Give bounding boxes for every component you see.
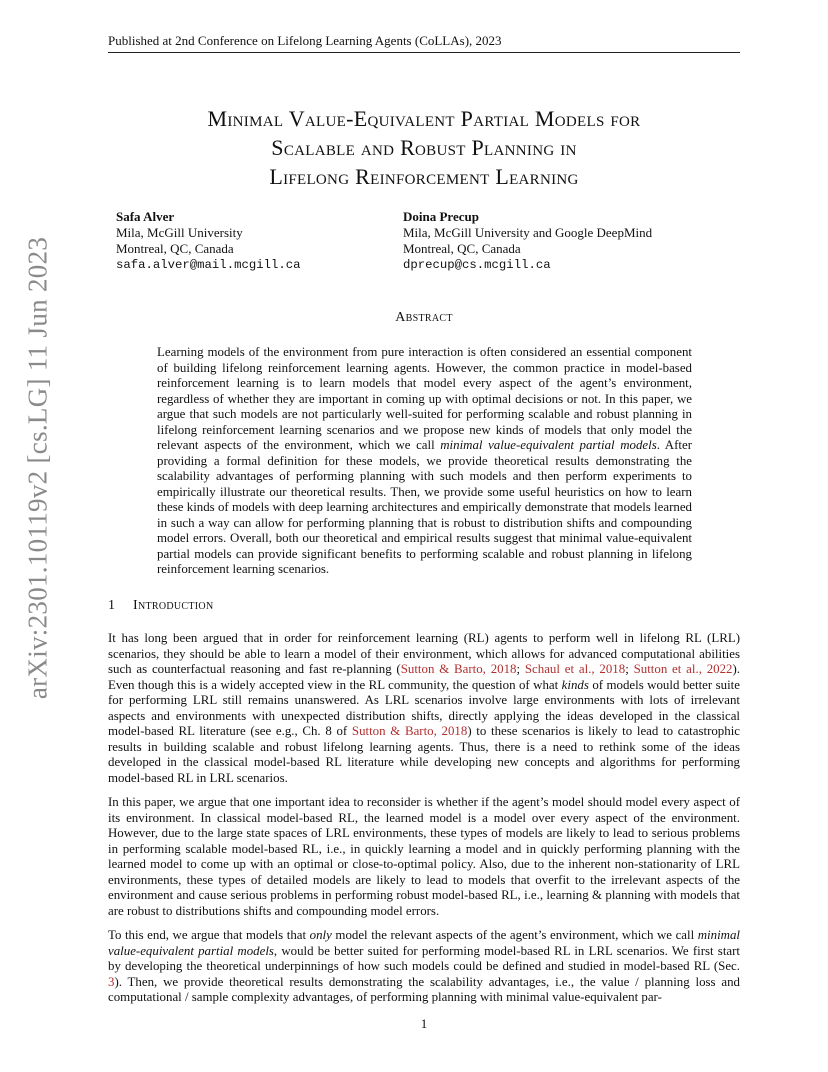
section-link[interactable]: 3 [108, 974, 115, 989]
author-affiliation: Mila, McGill University and Google DeepMind [403, 225, 653, 240]
author-block-2 [403, 209, 652, 273]
text-run: , would be better suited for performing model-based RL in LRL scenarios. We first start by developing the theoretical underpinnings of how such models could be defined and studied in model-based RL (Sec. [108, 943, 740, 973]
abstract-text [157, 345, 692, 578]
citation-link[interactable]: Sutton & Barto, 2018 [351, 724, 468, 738]
author-name: Safa Alver [116, 209, 175, 224]
paragraph [108, 928, 740, 1006]
emphasis: minimal value-equivalent partial models [108, 928, 741, 958]
citation-link[interactable]: Schaul et al., 2018 [524, 662, 626, 676]
text-run: It has long been argued that in order for reinforcement learning (RL) agents to perform well in lifelong RL (LRL) scenarios, they should be able to learn a model of their environment, which allows for advanced computational abilities such as counterfactual reasoning and fast re-planning ( [108, 631, 740, 676]
author-email[interactable]: safa.alver@mail.mcgill.ca [116, 258, 301, 272]
arxiv-sidebar [0, 0, 53, 1072]
emphasis: only [309, 928, 332, 942]
abstract-emphasis: minimal value-equivalent partial models [440, 438, 657, 452]
author-email[interactable]: dprecup@cs.mcgill.ca [403, 258, 551, 272]
text-run: ; [516, 662, 525, 676]
title-line-3: Lifelong Reinforcement Learning [269, 164, 579, 189]
abstract-part: . After providing a formal definition for these models, we provide theoretical results demonstrating the scalability advantages of performing planning with such models and then perform experiments to empirically illustrate our theoretical results. Then, we provide some useful heuristics on how to learn these kinds of models with deep learning architectures and empirically demonstrate that models learned in such a way can allow for performing planning that is robust to distribution shifts and compounding model errors. Overall, both our theoretical and empirical results suggest that minimal value-equivalent partial models can provide significant benefits to performing scalable and robust planning in lifelong reinforcement learning scenarios. [157, 438, 692, 576]
citation-link[interactable]: Sutton et al., 2022 [633, 662, 733, 676]
text-run: ) to these scenarios is likely to lead to catastrophic results in building scalable and robust lifelong learning agents. Thus, there is a need to rethink some of the ideas developed in the classical model-based RL literature while developing new concepts and algorithms for performing model-based RL in LRL scenarios. [108, 724, 740, 785]
abstract-heading: Abstract [395, 310, 453, 325]
text-run: model the relevant aspects of the agent’s environment, which we call [331, 928, 698, 942]
text-run: ). Even though this is a widely accepted view in the RL community, the question of what [108, 662, 741, 692]
section-number: 1 [108, 598, 116, 613]
text-run: ). Then, we provide theoretical results demonstrating the scalability advantages, i.e., the value / planning loss and computational / sample complexity advantages, of performing planning with minimal value-equivalent par- [108, 974, 740, 1004]
author-name: Doina Precup [403, 209, 479, 224]
paper-title [108, 104, 740, 191]
paragraph [108, 631, 740, 786]
text-run: of models would better suite for performing LRL still remains unanswered. As LRL scenarios involve large environments with lots of irrelevant aspects and environments with unexpected distribution shifts, directly applying the ideas developed in the classical model-based RL literature (see e.g., Ch. 8 of [108, 677, 740, 738]
author-affiliation: Mila, McGill University [116, 225, 243, 240]
author-location: Montreal, QC, Canada [116, 241, 234, 256]
title-line-1: Minimal Value-Equivalent Partial Models for [207, 106, 641, 131]
page-number: 1 [420, 1016, 428, 1031]
title-line-2: Scalable and Robust Planning in [271, 135, 577, 160]
citation-link[interactable]: Sutton & Barto, 2018 [400, 662, 517, 676]
header-rule [108, 52, 740, 53]
author-block-1 [116, 209, 300, 273]
body-text [108, 631, 740, 1015]
abstract-part: Learning models of the environment from pure interaction is often considered an essential component of building lifelong reinforcement learning agents. However, the common practice in model-based reinforcement learning is to learn models that model every aspect of the agent’s environment, regardless of whether they are important in coming up with optimal decisions or not. In this paper, we argue that such models are not particularly well-suited for performing scalable and robust planning in lifelong reinforcement learning scenarios and we propose new kinds of models that only model the relevant aspects of the environment, which we call [157, 345, 692, 452]
section-title: Introduction [133, 598, 214, 613]
arxiv-identifier: arXiv:2301.10119v2 [cs.LG] 11 Jun 2023 [22, 236, 53, 700]
section-heading [108, 598, 213, 614]
running-header: Published at 2nd Conference on Lifelong Learning Agents (CoLLAs), 2023 [108, 33, 502, 48]
paragraph: In this paper, we argue that one important idea to reconsider is whether if the agent’s model should model every aspect of its environment. In classical model-based RL, the learned model is a model over every aspect of the environment. However, due to the large state spaces of LRL environments, these types of models are likely to lead to serious problems in performing scalable model-based RL, i.e., in quickly learning a model and in quickly performing planning with the learned model to come up with an optimal or close-to-optimal policy. Also, due to the inherent non-stationarity of LRL environments, these types of detailed models are likely to lead to models that overfit to the irrelevant aspects of the environment and cause serious problems in performing robust model-based RL, i.e., learning & planning with models that are robust to distributions shifts and compounding model errors. [108, 795, 740, 918]
text-run: To this end, we argue that models that [108, 928, 310, 942]
emphasis: kinds [561, 677, 589, 692]
text-run: ; [625, 662, 634, 676]
author-location: Montreal, QC, Canada [403, 241, 521, 256]
